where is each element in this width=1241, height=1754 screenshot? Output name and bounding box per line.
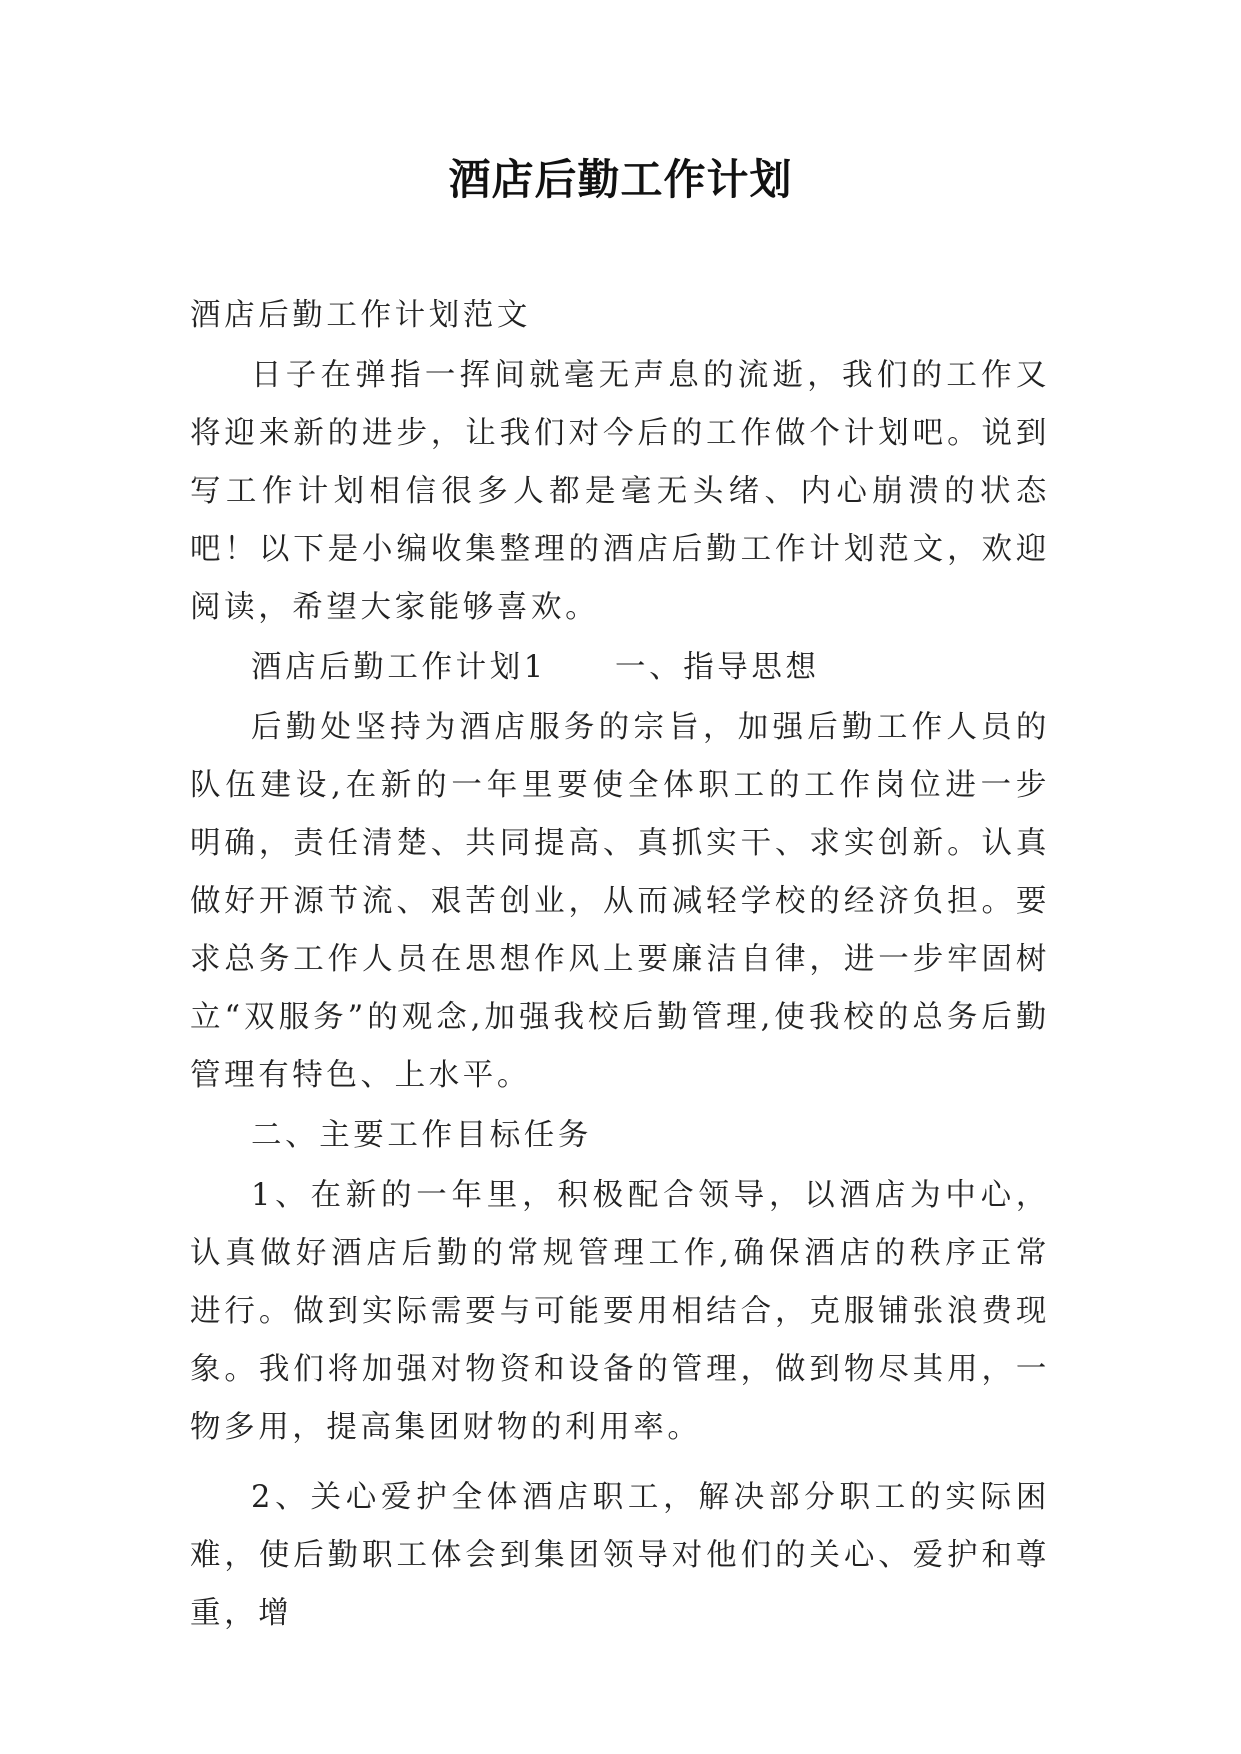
document-title: 酒店后勤工作计划 [448, 155, 793, 204]
paragraph-guiding-ideology: 后勤处坚持为酒店服务的宗旨，加强后勤工作人员的队伍建设,在新的一年里要使全体职工的工作岗位进一步明确，责任清楚、共同提高、真抓实干、求实创新。认真做好开源节流、艰苦创业，从而减轻学校的经济负担。要求总务工作人员在思想作风上要廉洁自律，进一步牢固树立“双服务”的观念,加强我校后勤管理,使我校的总务后勤管理有特色、上水平。 [190, 710, 1050, 1093]
section-heading-main-tasks: 二、主要工作目标任务 [251, 1118, 592, 1153]
section-heading-guiding-ideology: 酒店后勤工作计划1 一、指导思想 [251, 650, 820, 685]
paragraph-intro: 日子在弹指一挥间就毫无声息的流逝，我们的工作又将迎来新的进步，让我们对今后的工作做个计划吧。说到写工作计划相信很多人都是毫无头绪、内心崩溃的状态吧！以下是小编收集整理的酒店后勤工作计划范文，欢迎阅读，希望大家能够喜欢。 [190, 358, 1050, 625]
paragraph-task-1: 1、在新的一年里，积极配合领导，以酒店为中心，认真做好酒店后勤的常规管理工作,确保酒店的秩序正常进行。做到实际需要与可能要用相结合，克服铺张浪费现象。我们将加强对物资和设备的管理，做到物尽其用，一物多用，提高集团财物的利用率。 [190, 1178, 1050, 1445]
paragraph-task-2: 2、关心爱护全体酒店职工，解决部分职工的实际困难，使后勤职工体会到集团领导对他们的关心、爱护和尊重，增 [190, 1480, 1050, 1631]
document-subtitle: 酒店后勤工作计划范文 [190, 298, 531, 333]
document-body [190, 287, 1050, 1643]
